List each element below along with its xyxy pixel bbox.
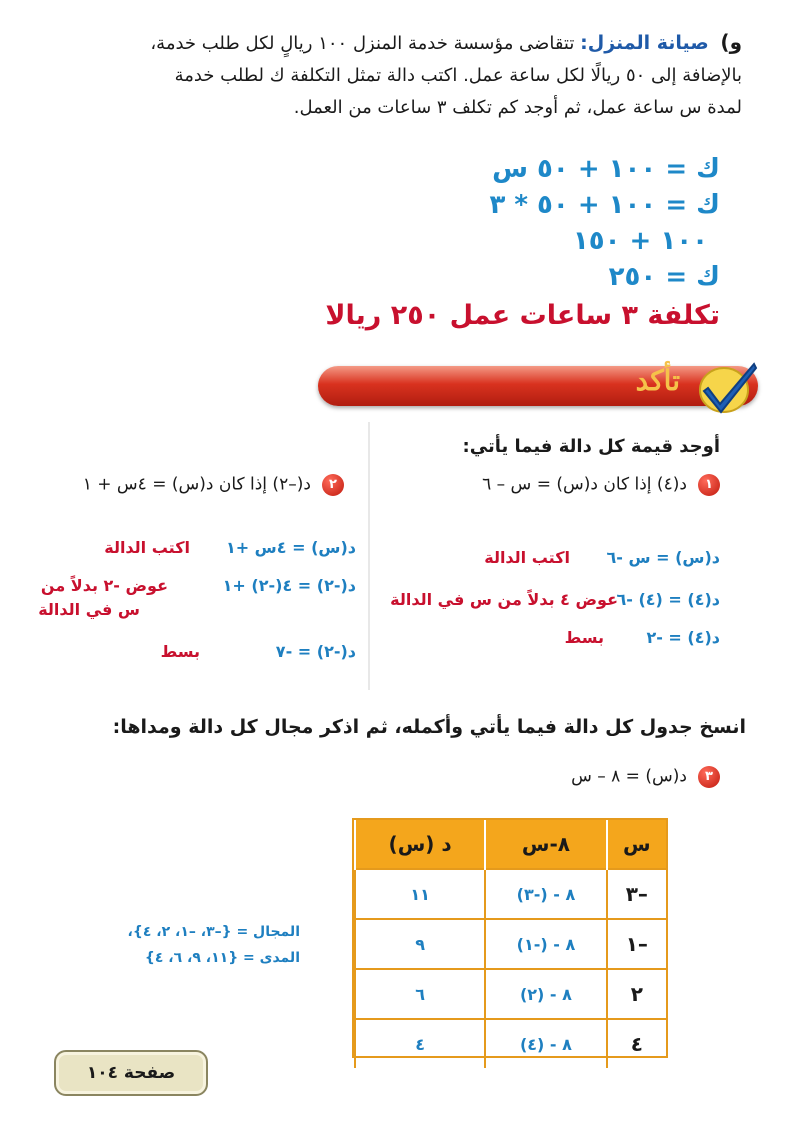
work-line-2: ك = ١٠٠ + ٥٠ * ٣ — [489, 190, 720, 220]
table-header-row — [355, 820, 666, 869]
cell-expr: ٨ - (٤) — [485, 1019, 606, 1068]
problem-text-2: بالإضافة إلى ٥٠ ريالًا لكل ساعة عمل. اكتب دالة تمثل التكلفة ك لطلب خدمة — [174, 65, 742, 86]
cell-expr: ٨ - (٢) — [485, 969, 606, 1019]
cell-x: –٣ — [607, 869, 666, 919]
work-line-4: ك = ٢٥٠ — [608, 262, 720, 292]
q1-step2-note: عوض ٤ بدلاً من س في الدالة — [390, 590, 618, 609]
header-x: س — [607, 820, 666, 869]
range-text: المدى = {١١، ٩، ٦، ٤} — [144, 950, 300, 966]
instruction-2: انسخ جدول كل دالة فيما يأتي وأكمله، ثم اذكر مجال كل دالة ومداها: — [112, 716, 746, 738]
header-expr: ٨-س — [485, 820, 606, 869]
question-1 — [482, 474, 720, 496]
table-row — [355, 919, 666, 969]
q2-step2-note-b: س في الدالة — [38, 600, 140, 619]
problem-title: صيانة المنزل: — [580, 32, 709, 54]
q2-step2-note-a: عوض -٢ بدلاً من — [40, 576, 168, 595]
domain-text: المجال = {–٣، –١، ٢، ٤}، — [127, 924, 300, 940]
table-row — [355, 1019, 666, 1068]
page-number-badge: صفحة ١٠٤ — [54, 1050, 208, 1096]
question-2 — [83, 474, 344, 496]
instruction-1: أوجد قيمة كل دالة فيما يأتي: — [462, 436, 720, 457]
section-banner — [318, 366, 758, 406]
q1-step1-eq: د(س) = س -٦ — [606, 548, 720, 567]
cell-x: ٤ — [607, 1019, 666, 1068]
work-line-3: ١٠٠ + ١٥٠ — [572, 226, 708, 256]
table-row — [355, 869, 666, 919]
header-fx: د (س) — [355, 820, 485, 869]
cell-expr: ٨ - (-٣) — [485, 869, 606, 919]
work-answer: تكلفة ٣ ساعات عمل ٢٥٠ ريالا — [325, 300, 720, 331]
question-number-2: ٢ — [322, 474, 344, 496]
problem-text-1: تتقاضى مؤسسة خدمة المنزل ١٠٠ ريالٍ لكل طلب خدمة، — [150, 33, 575, 54]
question-1-text: د(٤) إذا كان د(س) = س – ٦ — [482, 474, 687, 495]
problem-letter: و) — [720, 30, 742, 54]
problem-line-1 — [52, 26, 742, 60]
cell-value: ٦ — [355, 969, 485, 1019]
question-number-3: ٣ — [698, 766, 720, 788]
question-3 — [571, 766, 720, 788]
q2-step3-note: بسط — [160, 642, 200, 661]
q1-step3-eq: د(٤) = -٢ — [646, 628, 720, 647]
q1-step2-eq: د(٤) = (٤) -٦ — [616, 590, 720, 609]
question-3-text: د(س) = ٨ – س — [571, 766, 687, 787]
q2-step3-eq: د(-٢) = -٧ — [275, 642, 356, 661]
function-table — [352, 818, 668, 1058]
question-2-text: د(–٢) إذا كان د(س) = ٤س + ١ — [82, 474, 311, 495]
question-number-1: ١ — [698, 474, 720, 496]
checkmark-icon — [694, 358, 764, 418]
problem-statement — [52, 26, 742, 124]
table-row — [355, 969, 666, 1019]
cell-x: –١ — [607, 919, 666, 969]
column-divider — [368, 422, 370, 690]
q1-step3-note: بسط — [564, 628, 604, 647]
cell-x: ٢ — [607, 969, 666, 1019]
problem-text-3: لمدة س ساعة عمل، ثم أوجد كم تكلف ٣ ساعات من العمل. — [293, 97, 742, 118]
work-line-1: ك = ١٠٠ + ٥٠ س — [492, 154, 720, 184]
q1-step1-note: اكتب الدالة — [484, 548, 570, 567]
cell-value: ١١ — [355, 869, 485, 919]
q2-step2-eq: د(-٢) = ٤(-٢) +١ — [222, 576, 356, 595]
banner-label: تأكد — [635, 364, 680, 397]
cell-value: ٤ — [355, 1019, 485, 1068]
q2-step1-eq: د(س) = ٤س +١ — [225, 538, 356, 557]
cell-value: ٩ — [355, 919, 485, 969]
q2-step1-note: اكتب الدالة — [104, 538, 190, 557]
cell-expr: ٨ - (-١) — [485, 919, 606, 969]
